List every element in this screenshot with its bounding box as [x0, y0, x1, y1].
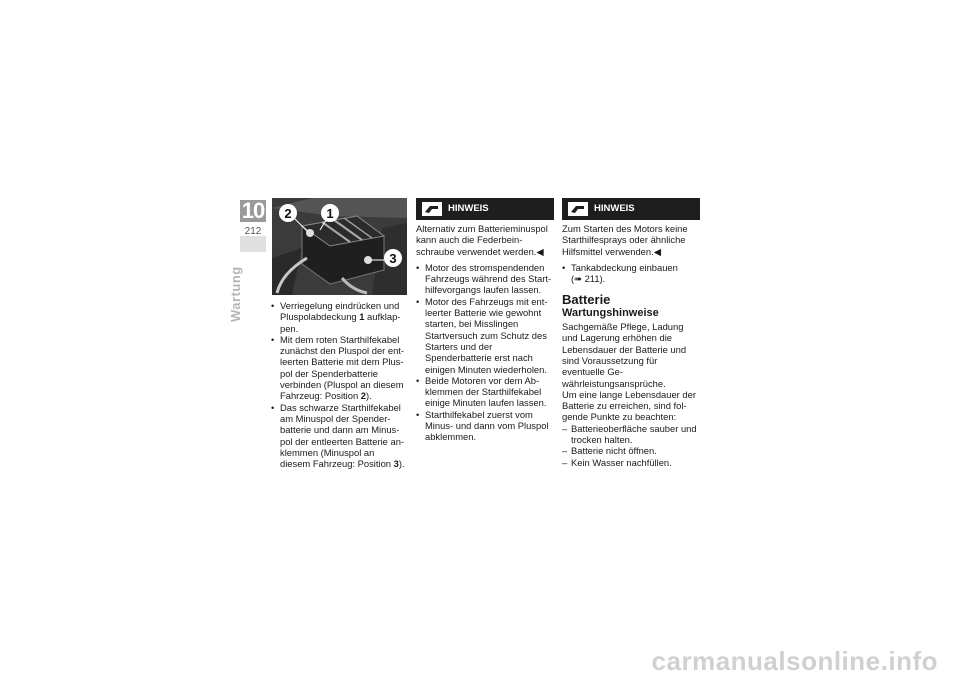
- tank-cover-list: [562, 262, 700, 285]
- end-mark: ◀: [536, 245, 544, 257]
- list-item: • Beide Motoren vor dem Abklemmen der Starthilfekabel einige Minuten laufen lassen.: [416, 375, 554, 409]
- end-mark: ◀: [653, 245, 661, 257]
- column-3: [562, 198, 700, 468]
- list-item: • Motor des Fahrzeugs mit entleerter Batterie wie gewohnt starten, bei Misslingen Startversuch zum Schutz des Starters und der Spenderbatterie erst nach einigen Minuten wiederholen.: [416, 296, 554, 375]
- paragraph: Um eine lange Lebensdauer der Batterie zu erreichen, sind folgende Punkte zu beachten:: [562, 388, 696, 423]
- battery-photo: [272, 198, 407, 295]
- callout-1: 1: [326, 206, 334, 221]
- list-item: – Batterie nicht öffnen.: [562, 445, 700, 456]
- list-item: • Tankabdeckung einbauen (➠ 211).: [562, 262, 700, 285]
- callout-3: 3: [389, 251, 397, 266]
- list-item: – Batterieoberfläche sauber und trocken halten.: [562, 423, 700, 446]
- hand-note-icon: [422, 202, 442, 216]
- list-item: • Mit dem roten Starthilfekabel zunächst den Pluspol der entleerten Batterie mit dem Pluspol der Spenderbatterie verbinden (Pluspol an diesem Fahrzeug: Position 2).: [271, 334, 407, 402]
- column-2: [416, 198, 554, 443]
- note-text: Alternativ zum Batterieminuspol kann auch die Federbeinschraube verwendet werden.◀: [416, 223, 548, 257]
- callout-2: 2: [284, 206, 292, 221]
- note-header: [562, 198, 700, 220]
- list-item: – Kein Wasser nachfüllen.: [562, 457, 700, 468]
- note-label: HINWEIS: [448, 203, 489, 214]
- column-1: [271, 300, 407, 469]
- paragraph: Sachgemäße Pflege, Ladung und Lagerung erhöhen die Lebensdauer der Batterie und sind Voraussetzung für eventuelle Gewährleistungsansprüche.: [562, 321, 687, 389]
- note-label: HINWEIS: [594, 203, 635, 214]
- page-reference: (➠ 211).: [571, 273, 606, 285]
- note-text: Zum Starten des Motors keine Starthilfesprays oder ähnliche Hilfsmittel verwenden.◀: [562, 223, 688, 257]
- page-number: 212: [244, 226, 262, 237]
- jumpstart-steps-list: [271, 300, 407, 469]
- watermark: carmanualsonline.info: [651, 646, 938, 676]
- chapter-page-bar: [240, 236, 266, 252]
- note-header: [416, 198, 554, 220]
- list-item: • Starthilfekabel zuerst vom Minus- und dann vom Pluspol abklemmen.: [416, 409, 554, 443]
- battery-illustration: [272, 198, 407, 295]
- list-item: • Verriegelung eindrücken und Pluspolabdeckung 1 aufklappen.: [271, 300, 407, 334]
- maintenance-points-list: [562, 423, 700, 468]
- jumpstart-steps-list-2: [416, 262, 554, 443]
- section-title: Batterie: [562, 292, 611, 308]
- list-item: • Motor des stromspendenden Fahrzeugs während des Starthilfevorgangs laufen lassen.: [416, 262, 554, 296]
- subsection-title: Wartungshinweise: [562, 306, 659, 319]
- list-item: • Das schwarze Starthilfekabel am Minuspol der Spenderbatterie und dann am Minuspol der entleerten Batterie anklemmen (Minuspol an diesem Fahrzeug: Position 3).: [271, 402, 407, 470]
- chapter-title: Wartung: [228, 266, 243, 322]
- hand-note-icon: [568, 202, 588, 216]
- chapter-number: 10: [241, 198, 265, 223]
